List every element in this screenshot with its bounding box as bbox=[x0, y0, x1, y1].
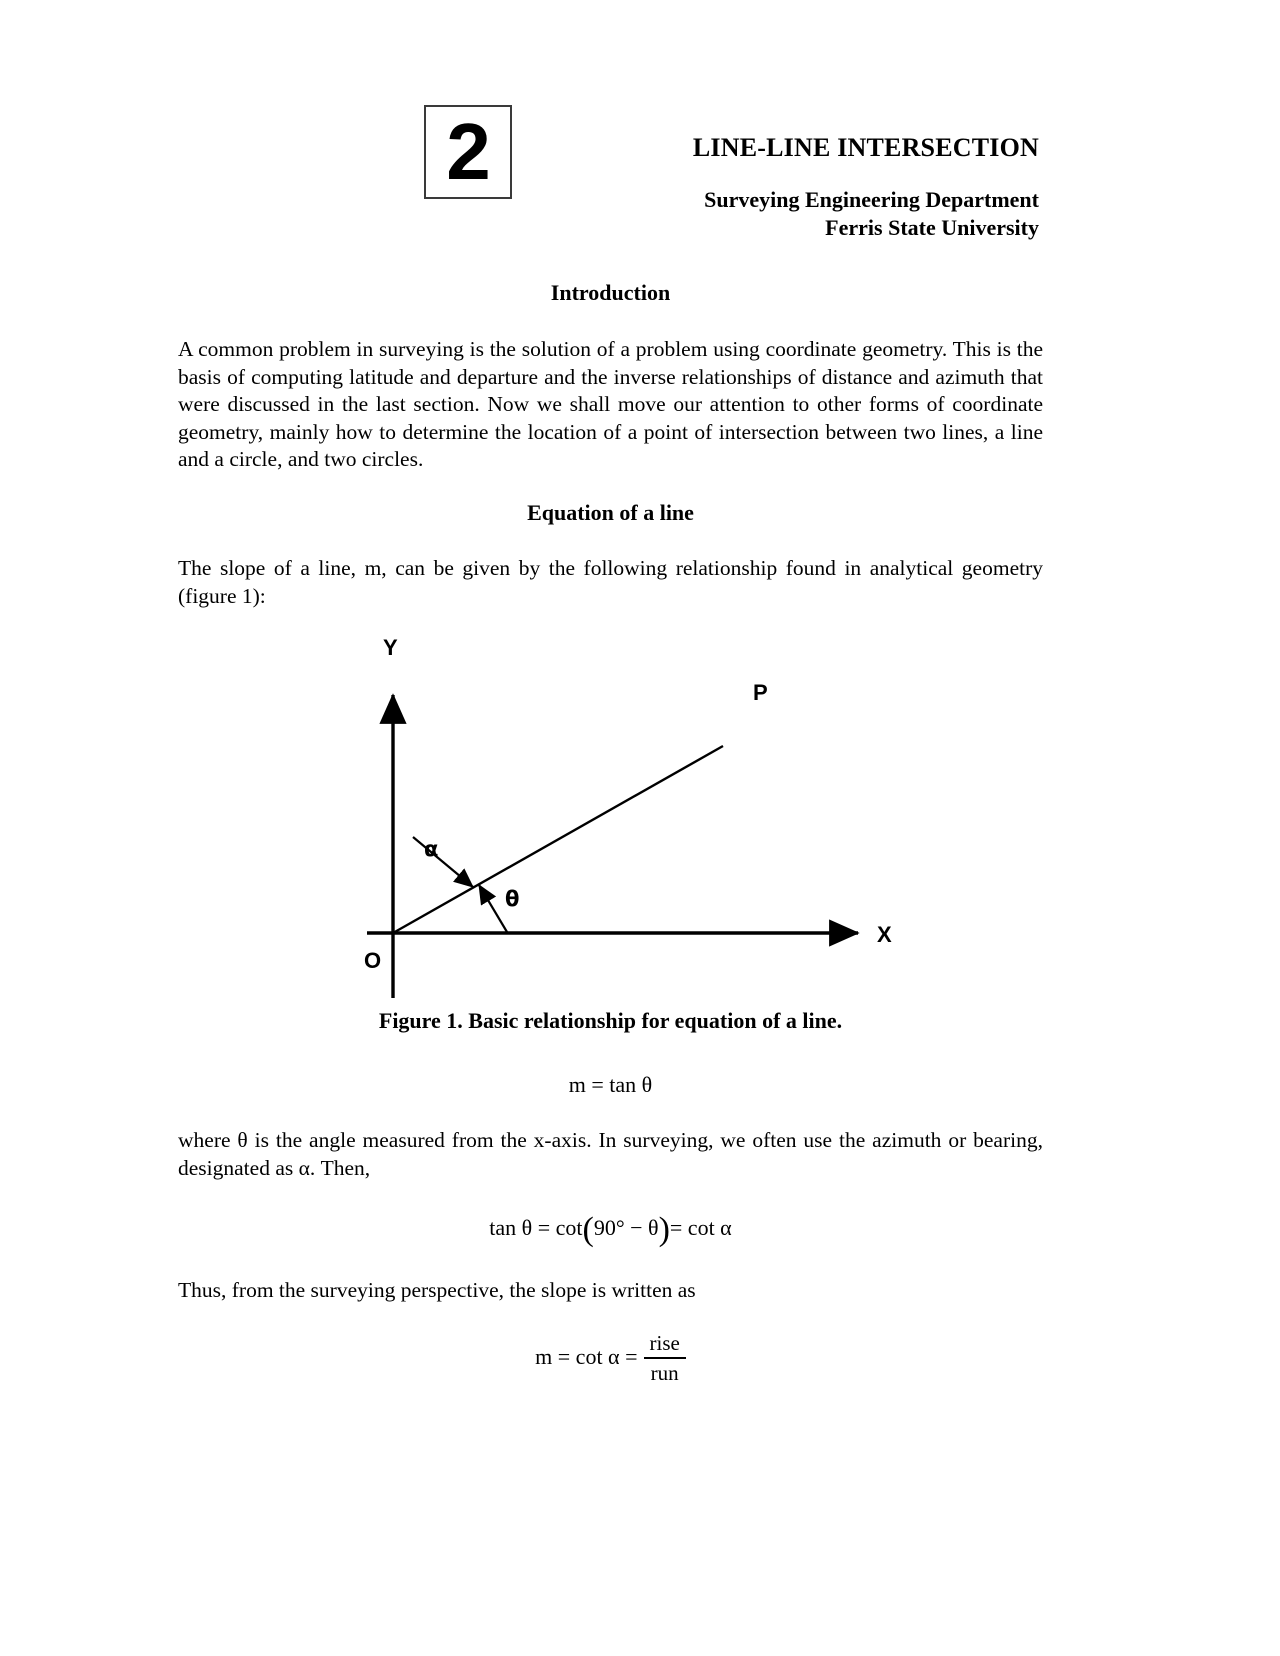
document-header bbox=[519, 132, 1039, 242]
equation-1-text: m = tan θ bbox=[568, 1072, 653, 1097]
equation-2-lhs: tan θ = cot bbox=[489, 1215, 583, 1240]
equation-3-denominator: run bbox=[650, 1360, 679, 1385]
alpha-angle-arrow bbox=[413, 837, 473, 887]
equation-2-close-paren: ) bbox=[658, 1211, 670, 1248]
institution-line: Ferris State University bbox=[825, 215, 1039, 240]
chapter-number-box bbox=[424, 105, 512, 199]
theta-label: θ bbox=[505, 887, 520, 911]
theta-angle-arrow bbox=[479, 885, 507, 932]
equation-2-inner: 90° − θ bbox=[593, 1215, 659, 1240]
equation-3-lhs: m = cot α = bbox=[535, 1343, 638, 1369]
equation-3 bbox=[178, 1330, 1043, 1384]
line-op bbox=[393, 746, 723, 933]
paragraph-slope-intro: The slope of a line, m, can be given by the following relationship found in analytical geometry (figure 1): bbox=[178, 556, 1043, 608]
department-line: Surveying Engineering Department bbox=[704, 187, 1039, 212]
x-axis-label: X bbox=[877, 922, 892, 947]
chapter-number: 2 bbox=[446, 107, 490, 196]
page-title: LINE-LINE INTERSECTION bbox=[692, 133, 1039, 162]
figure-1 bbox=[0, 620, 1280, 1040]
figure-1-diagram bbox=[0, 620, 1280, 1040]
paragraph-theta-definition: where θ is the angle measured from the x-axis. In surveying, we often use the azimuth or bearing, designated as α. Then, bbox=[178, 1128, 1043, 1180]
equation-1 bbox=[178, 1072, 1043, 1098]
point-p-label: P bbox=[753, 680, 768, 705]
alpha-label: α bbox=[424, 837, 439, 861]
equation-2-open-paren: ( bbox=[582, 1211, 594, 1248]
section-heading-equation-of-a-line: Equation of a line bbox=[527, 500, 694, 525]
origin-label: O bbox=[364, 948, 382, 973]
equation-2 bbox=[178, 1211, 1043, 1248]
paragraph-introduction: A common problem in surveying is the solution of a problem using coordinate geometry. This is the basis of computing latitude and departure and the inverse relationships of distance and azimuth that were discussed in the last section. Now we shall move our attention to other forms of coordinate geometry, mainly how to determine the location of a point of intersection between two lines, a line and a circle, and two circles. bbox=[178, 337, 1043, 471]
equation-3-numerator: rise bbox=[649, 1331, 680, 1355]
paragraph-thus-slope: Thus, from the surveying perspective, the slope is written as bbox=[178, 1278, 696, 1302]
equation-2-rhs: = cot α bbox=[669, 1215, 732, 1240]
figure-caption: Figure 1. Basic relationship for equation of a line. bbox=[378, 1008, 843, 1033]
equation-3-fraction bbox=[644, 1331, 686, 1385]
y-axis-label: Y bbox=[383, 635, 398, 660]
section-heading-introduction: Introduction bbox=[550, 280, 671, 305]
